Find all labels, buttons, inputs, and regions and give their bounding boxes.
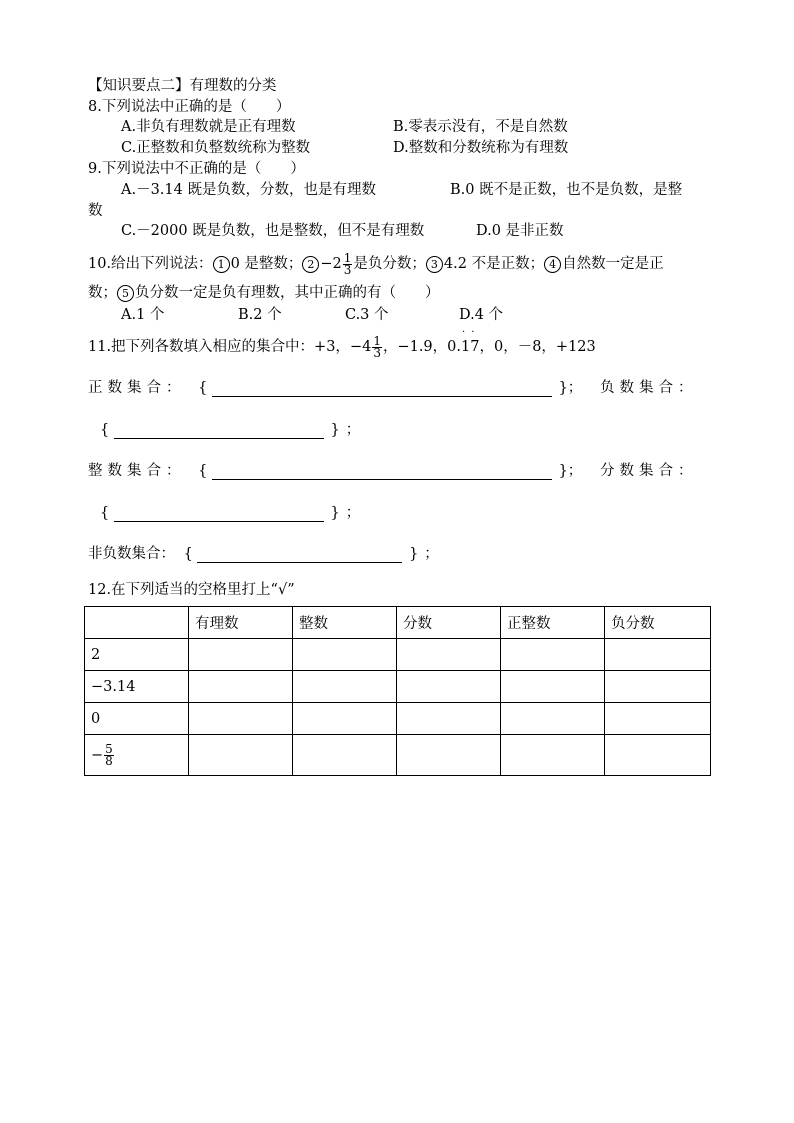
circled-number: 1	[213, 256, 230, 273]
semicolon: ；	[424, 546, 439, 562]
close-brace: }	[409, 546, 419, 562]
table-row	[85, 639, 711, 671]
positive-set-blank[interactable]	[212, 382, 552, 397]
fraction-denominator: 8	[105, 753, 113, 768]
open-brace: {	[100, 422, 110, 438]
q12-stem: 12.在下列适当的空格里打上“√”	[88, 582, 295, 598]
negative-sign: −	[91, 747, 104, 763]
repeating-digit	[470, 327, 480, 360]
q8-option-d: D.整数和分数统称为有理数	[393, 140, 569, 156]
negative-set-blank[interactable]	[114, 424, 324, 439]
repeat-dot: ·	[462, 327, 466, 338]
table-cell[interactable]	[605, 703, 711, 735]
open-brace: {	[198, 380, 208, 396]
negative-set-label-wrap	[600, 379, 698, 397]
table-cell[interactable]	[397, 703, 501, 735]
q9-option-b-line2: 数	[88, 203, 103, 219]
negative-set-label: 负数集合：	[600, 380, 698, 396]
table-cell[interactable]	[501, 671, 605, 703]
fraction-denominator: 3	[343, 262, 352, 277]
close-brace: }	[330, 422, 340, 438]
q10-statement-5: 负分数一定是负有理数，其中正确的有（ ）	[135, 285, 440, 301]
q8-option-c: C.正整数和负整数统称为整数	[121, 140, 311, 156]
close-brace: }；	[558, 463, 583, 479]
table-cell[interactable]	[293, 671, 397, 703]
table-cell[interactable]	[189, 735, 293, 776]
table-row-label: 2	[85, 639, 189, 671]
q10-statement-2-int: −2	[320, 256, 342, 272]
open-brace: {	[183, 546, 193, 562]
decimal-prefix: 0.	[447, 339, 462, 355]
table-cell[interactable]	[501, 703, 605, 735]
q10-option-b: B.2 个	[238, 307, 282, 323]
table-header-cell: 整数	[293, 607, 397, 639]
table-row	[85, 703, 711, 735]
q11-repeating-decimal	[447, 327, 480, 355]
open-brace: {	[100, 505, 110, 521]
table-row	[85, 735, 711, 776]
q8-option-a: A.非负有理数就是正有理数	[121, 119, 296, 135]
q10-line1	[88, 252, 664, 276]
q10-prefix: 10.给出下列说法：	[88, 256, 213, 272]
q10-option-d: D.4 个	[459, 307, 504, 323]
table-cell[interactable]	[189, 639, 293, 671]
table-cell[interactable]	[397, 735, 501, 776]
q11-prefix: 11.把下列各数填入相应的集合中：+3，	[88, 339, 350, 355]
q10-statement-1: 0 是整数；	[230, 256, 303, 272]
digit: 1	[461, 339, 471, 355]
table-cell[interactable]	[293, 735, 397, 776]
q10-statement-3: 4.2 不是正数；	[443, 256, 545, 272]
fraction-set-blank[interactable]	[114, 507, 324, 522]
circled-number: 4	[544, 256, 561, 273]
table-cell[interactable]	[605, 639, 711, 671]
q9-option-a: A.－3.14 既是负数，分数，也是有理数	[121, 182, 376, 198]
table-header-cell	[85, 607, 189, 639]
circled-number: 2	[302, 256, 319, 273]
q9-option-c: C.－2000 既是负数，也是整数，但不是有理数	[121, 223, 425, 239]
table-cell[interactable]	[397, 639, 501, 671]
positive-set-line	[88, 379, 582, 397]
section-title: 【知识要点二】有理数的分类	[88, 78, 277, 94]
repeating-digit	[461, 327, 471, 360]
semicolon: ；	[345, 422, 361, 438]
table-header-row	[85, 607, 711, 639]
table-row-label: −3.14	[85, 671, 189, 703]
open-brace: {	[198, 463, 208, 479]
integer-set-line	[88, 462, 582, 480]
fraction-numerator: 1	[373, 333, 381, 348]
table-cell[interactable]	[293, 639, 397, 671]
table-cell[interactable]	[501, 735, 605, 776]
fraction-numerator: 5	[105, 741, 113, 756]
q10-option-a: A.1 个	[121, 307, 165, 323]
table-header-cell: 有理数	[189, 607, 293, 639]
fraction-set-label-wrap	[600, 462, 698, 480]
table-header-cell: 负分数	[605, 607, 711, 639]
classification-table	[84, 606, 711, 776]
integer-set-blank[interactable]	[212, 465, 552, 480]
fraction	[372, 333, 382, 360]
integer-set-label: 整数集合：	[88, 463, 186, 479]
table-cell[interactable]	[605, 735, 711, 776]
table-row	[85, 671, 711, 703]
q8-option-b: B.零表示没有，不是自然数	[393, 119, 568, 135]
fraction-numerator: 1	[343, 250, 352, 265]
negative-set-line	[100, 421, 360, 439]
digit: 7	[470, 339, 480, 355]
table-cell[interactable]	[501, 639, 605, 671]
table-row-label: 0	[85, 703, 189, 735]
nonnegative-set-blank[interactable]	[197, 548, 402, 563]
q11-mixed-int: −4	[349, 339, 372, 355]
circled-number: 3	[426, 256, 443, 273]
fraction	[343, 250, 353, 277]
q11-number-rest: ，0，－8，+123	[479, 339, 596, 355]
table-cell[interactable]	[605, 671, 711, 703]
fraction-set-line	[100, 504, 360, 522]
fraction	[104, 741, 114, 768]
table-cell[interactable]	[189, 671, 293, 703]
q9-stem: 9.下列说法中不正确的是（ ）	[88, 161, 305, 177]
fraction-set-label: 分数集合：	[600, 463, 698, 479]
table-cell[interactable]	[397, 671, 501, 703]
table-row-label	[85, 735, 189, 776]
q10-line2	[88, 284, 440, 302]
q9-option-d: D.0 是非正数	[476, 223, 564, 239]
nonnegative-set-line	[88, 545, 439, 563]
q11-stem	[88, 327, 596, 360]
close-brace: }	[330, 505, 340, 521]
q10-statement-4: 自然数一定是正	[562, 256, 664, 272]
q10-line2-start: 数；	[88, 285, 117, 301]
repeat-dot: ·	[471, 327, 475, 338]
q8-stem: 8.下列说法中正确的是（ ）	[88, 99, 291, 115]
table-cell[interactable]	[293, 703, 397, 735]
nonnegative-set-label: 非负数集合：	[88, 546, 175, 562]
close-brace: }；	[558, 380, 583, 396]
q9-option-b-line1: B.0 既不是正数，也不是负数，是整	[450, 182, 683, 198]
table-header-cell: 分数	[397, 607, 501, 639]
q10-statement-2-rest: 是负分数；	[353, 256, 426, 272]
positive-set-label: 正数集合：	[88, 380, 186, 396]
q10-option-c: C.3 个	[345, 307, 389, 323]
circled-number: 5	[117, 285, 134, 302]
q11-number-3: ，−1.9，	[382, 339, 448, 355]
table-cell[interactable]	[189, 703, 293, 735]
fraction-denominator: 3	[373, 345, 381, 360]
semicolon: ；	[345, 505, 361, 521]
table-header-cell: 正整数	[501, 607, 605, 639]
